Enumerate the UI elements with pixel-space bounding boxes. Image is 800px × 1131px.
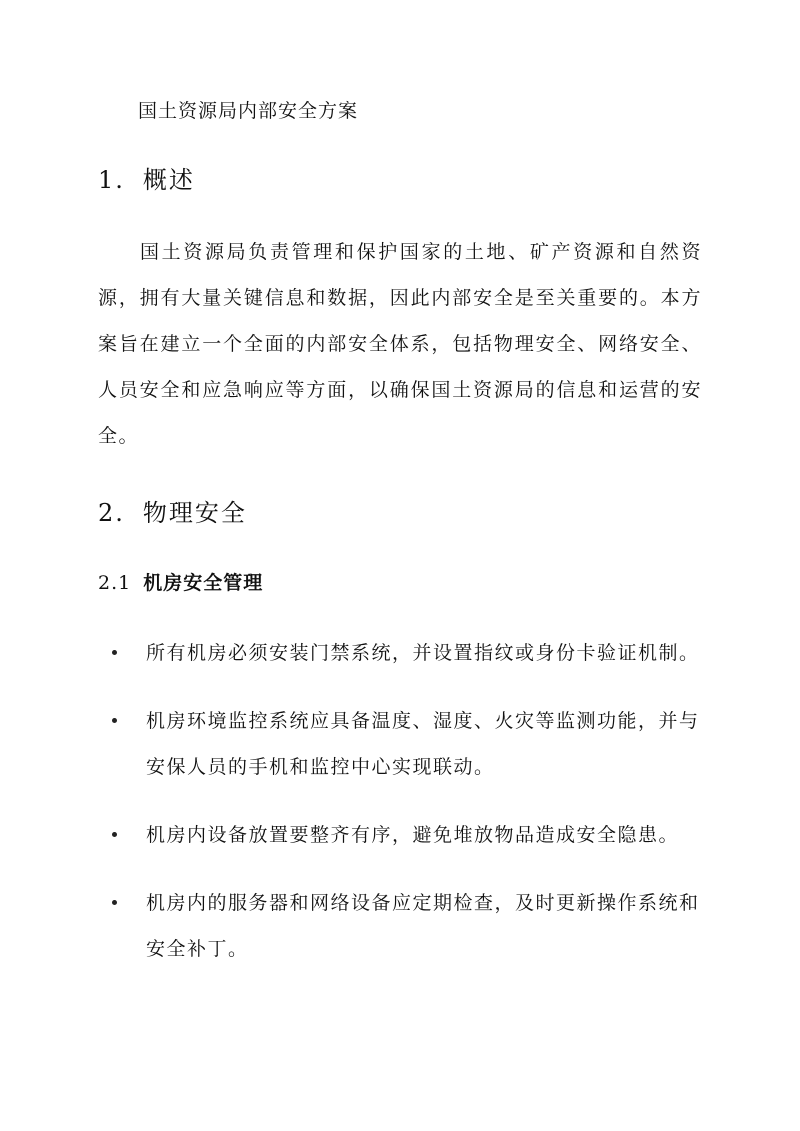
overview-paragraph: 国土资源局负责管理和保护国家的土地、矿产资源和自然资源，拥有大量关键信息和数据，因此内部安全是至关重要的。本方案旨在建立一个全面的内部安全体系，包括物理安全、网络安全、人员安全和应急响应等方面，以确保国土资源局的信息和运营的安全。 bbox=[98, 241, 702, 447]
subsection-heading-server-room bbox=[98, 568, 263, 595]
server-room-rules-list bbox=[112, 630, 702, 994]
list-item-text: 机房环境监控系统应具备温度、湿度、火灾等监测功能，并与安保人员的手机和监控中心实现联动。 bbox=[146, 710, 700, 778]
list-item bbox=[112, 812, 702, 858]
list-item bbox=[112, 698, 702, 790]
section-number: 2. bbox=[98, 499, 125, 527]
bullet-icon bbox=[112, 832, 117, 837]
list-item-text: 机房内的服务器和网络设备应定期检查，及时更新操作系统和安全补丁。 bbox=[146, 892, 700, 960]
section-title: 概述 bbox=[142, 166, 195, 194]
subsection-title: 机房安全管理 bbox=[143, 572, 264, 594]
section-heading-overview bbox=[98, 160, 195, 195]
bullet-icon bbox=[112, 650, 117, 655]
bullet-icon bbox=[112, 718, 117, 723]
list-item-text: 所有机房必须安装门禁系统，并设置指纹或身份卡验证机制。 bbox=[146, 642, 700, 664]
document-title: 国土资源局内部安全方案 bbox=[138, 100, 359, 122]
bullet-icon bbox=[112, 900, 117, 905]
list-item bbox=[112, 630, 702, 676]
list-item bbox=[112, 880, 702, 972]
list-item-text: 机房内设备放置要整齐有序，避免堆放物品造成安全隐患。 bbox=[146, 824, 680, 846]
section-heading-physical-security bbox=[98, 493, 247, 528]
section-title: 物理安全 bbox=[142, 499, 247, 527]
subsection-number: 2.1 bbox=[98, 572, 132, 594]
section-number: 1. bbox=[98, 166, 125, 194]
